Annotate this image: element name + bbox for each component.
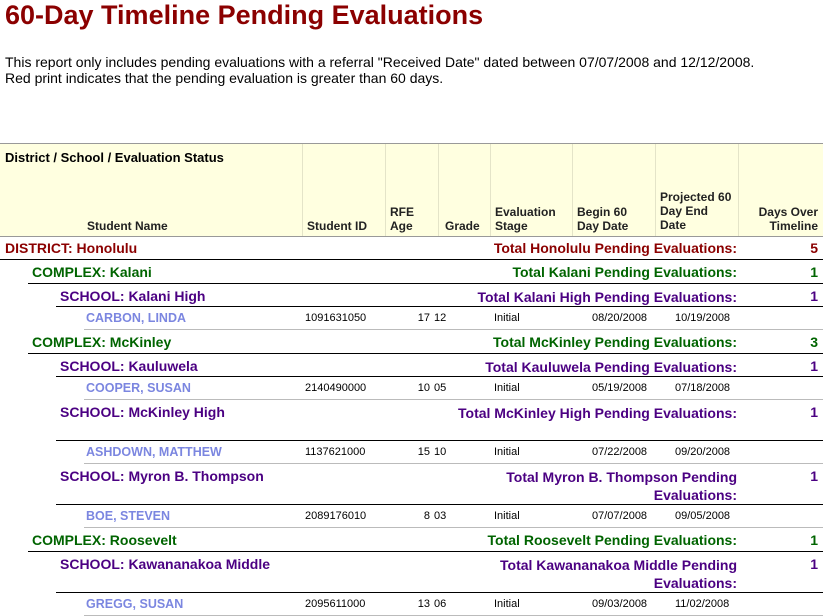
complex-count: 1 [810,532,818,548]
school-label: SCHOOL: Kalani High [60,288,206,304]
student-id: 2095611000 [305,598,366,610]
student-id: 1091631050 [305,312,367,324]
red-print-note: Red print indicates that the pending evaluation is greater than 60 days. [5,70,444,86]
school-total-label: Total Myron B. Thompson Pending Evaluations: [506,469,737,503]
district-label: DISTRICT: Honolulu [5,240,138,256]
school-count: 1 [810,288,818,304]
begin-date: 07/07/2008 [592,510,648,522]
school-row [56,464,823,505]
school-total-label: Total Kawananakoa Middle Pending Evaluations: [500,557,737,591]
col-begin-date: Begin 60 Day Date [577,205,629,233]
school-count: 1 [810,468,818,484]
student-row [84,505,823,528]
evaluation-stage: Initial [494,598,520,610]
complex-row [28,528,823,552]
complex-row [28,330,823,354]
report-table [0,143,823,616]
district-count: 5 [810,240,818,256]
student-id: 2089176010 [305,510,367,522]
school-label: SCHOOL: Kauluwela [60,358,198,374]
complex-label: COMPLEX: Roosevelt [32,532,177,548]
student-row [84,441,823,464]
col-grade: Grade [445,219,480,233]
page-title: 60-Day Timeline Pending Evaluations [5,0,484,30]
col-evaluation-stage: Evaluation Stage [495,205,556,233]
student-name[interactable]: COOPER, SUSAN [86,381,191,395]
district-total-label: Total Honolulu Pending Evaluations: [493,240,737,256]
student-name[interactable]: GREGG, SUSAN [86,597,184,611]
grade: 03 [434,510,447,522]
complex-count: 1 [810,264,818,280]
student-row [84,307,823,330]
student-name[interactable]: ASHDOWN, MATTHEW [86,445,222,459]
col-rfe-age: RFE Age [390,205,414,233]
student-name[interactable]: BOE, STEVEN [86,509,171,523]
rfe-age: 8 [423,510,430,522]
evaluation-stage: Initial [494,382,520,394]
col-end-date: Projected 60 Day End Date [660,190,732,232]
district-row [0,237,823,260]
school-row [56,354,823,377]
school-row [56,284,823,307]
col-days-over: Days Over Timeline [758,205,818,233]
begin-date: 08/20/2008 [592,312,648,324]
complex-label: COMPLEX: Kalani [32,264,152,280]
rfe-age: 17 [417,312,430,324]
grade: 12 [434,312,447,324]
complex-total-label: Total Roosevelt Pending Evaluations: [487,532,737,548]
evaluation-stage: Initial [494,312,520,324]
school-total-label: Total Kauluwela Pending Evaluations: [485,359,737,375]
group-header: District / School / Evaluation Status [5,150,224,165]
student-id: 1137621000 [305,446,366,458]
school-label: SCHOOL: Myron B. Thompson [60,468,264,484]
school-count: 1 [810,404,818,420]
student-row [84,377,823,400]
end-date: 09/20/2008 [675,446,731,458]
school-row [56,552,823,593]
rfe-age: 10 [417,382,430,394]
begin-date: 05/19/2008 [592,382,648,394]
complex-total-label: Total Kalani Pending Evaluations: [512,264,737,280]
complex-label: COMPLEX: McKinley [32,334,172,350]
school-count: 1 [810,556,818,572]
end-date: 10/19/2008 [675,312,731,324]
evaluation-stage: Initial [494,446,520,458]
col-student-id: Student ID [307,219,367,233]
school-total-label: Total Kalani High Pending Evaluations: [477,289,737,305]
student-row [84,593,823,616]
student-name[interactable]: CARBON, LINDA [86,311,186,325]
report-description [5,54,754,86]
table-header [0,143,823,237]
complex-total-label: Total McKinley Pending Evaluations: [493,334,737,350]
school-count: 1 [810,358,818,374]
grade: 05 [434,382,447,394]
complex-row [28,260,823,284]
begin-date: 09/03/2008 [592,598,648,610]
school-row [56,400,823,441]
end-date: 07/18/2008 [675,382,731,394]
school-label: SCHOOL: McKinley High [60,404,225,420]
rfe-age: 15 [417,446,430,458]
col-student-name: Student Name [87,219,168,233]
end-date: 09/05/2008 [675,510,731,522]
grade: 10 [434,446,447,458]
student-id: 2140490000 [305,382,367,394]
grade: 06 [434,598,447,610]
complex-count: 3 [810,334,818,350]
begin-date: 07/22/2008 [592,446,648,458]
evaluation-stage: Initial [494,510,520,522]
date-range-note: This report only includes pending evaluations with a referral "Received Date" dated between 07/07/2008 and 12/12/2008. [5,54,755,70]
school-total-label: Total McKinley High Pending Evaluations: [458,405,737,421]
school-label: SCHOOL: Kawananakoa Middle [60,556,271,572]
end-date: 11/02/2008 [675,598,730,610]
rfe-age: 13 [417,598,430,610]
